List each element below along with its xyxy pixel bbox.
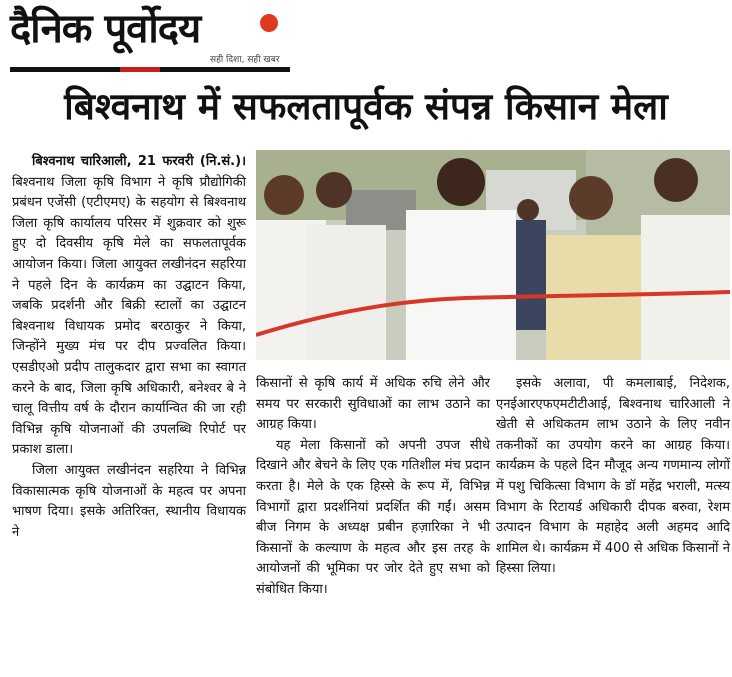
dateline: बिश्वनाथ चारिआली, 21 फरवरी (नि.सं.)। — [32, 154, 246, 169]
masthead — [10, 4, 310, 72]
article-column-3 — [496, 374, 730, 580]
masthead-rule — [10, 67, 290, 72]
paragraph-2: जिला आयुक्त लखीनंदन सहरिया ने विभिन्न विकासात्मक कृषि योजनाओं के महत्व पर अपना भाषण दिया। इसके अतिरिक्त, स्थानीय विधायक ने — [12, 462, 246, 540]
logo-sun-icon — [260, 14, 278, 32]
masthead-tagline: सही दिशा, सही खबर — [210, 55, 280, 65]
article-column-2 — [256, 374, 490, 601]
article-headline: बिश्वनाथ में सफलतापूर्वक संपन्न किसान मेला — [64, 84, 668, 128]
paragraph-5: इसके अलावा, पी कमलाबाई, निदेशक, एनईआरएफएमटीटीआई, बिश्वनाथ चारिआली ने खेती से अधिकतम लाभ उठाने के लिए नवीन तकनीकों का उपयोग करने का आग्रह किया। कार्यक्रम के पहले दिन मौजूद अन्य गणमान्य लोगों में पशु चिकित्सा विभाग के डॉ महेंद्र भराली, मत्स्य विभाग के रिटायर्ड अधिकारी दीपक बरुवा, रेशम उत्पादन विभाग के महाहेद अली अहमद आदि शामिल थे। कार्यक्रम में 400 से अधिक किसानों ने हिस्सा लिया। — [496, 376, 730, 577]
paragraph-4: यह मेला किसानों को अपनी उपज सीधे दिखाने और बेचने के लिए एक गतिशील मंच प्रदान करता है। मेले के एक हिस्से के रूप में, विभिन्न विभागों द्वारा प्रदर्शनियां प्रदर्शित की गईं। असम बीज निगम के अध्यक्ष प्रबीन हज़ारिका ने भी किसानों के कल्याण के महत्व और इस तरह के आयोजनों की भूमिका पर जोर देते हुए सभा को संबोधित किया। — [256, 437, 490, 597]
article-column-1 — [12, 152, 246, 543]
newspaper-logo: दैनिक पूर्वोदय — [10, 6, 201, 52]
paragraph-3: किसानों से कृषि कार्य में अधिक रुचि लेने और समय पर सरकारी सुविधाओं का लाभ उठाने का आग्रह किया। — [256, 376, 490, 433]
paragraph-1: बिश्वनाथ जिला कृषि विभाग ने कृषि प्रौद्योगिकी प्रबंधन एजेंसी (एटीएमए) के सहयोग से बिश्वनाथ जिला कृषि कार्यालय परिसर में शुक्रवार को शुरू हुए दो दिवसीय कृषि मेले का सफलतापूर्वक आयोजन किया। जिला आयुक्त लखीनंदन सहरिया ने पहले दिन के कार्यक्रम का उद्घाटन किया, जबकि प्रदर्शनी और बिक्री स्टालों का उद्घाटन बिश्वनाथ विधायक प्रमोद बरठाकुर ने किया, जिन्होंने मुख्य मंच पर दीप प्रज्वलित किया। एसडीएओ प्रदीप तालुकदार द्वारा सभा का स्वागत करने के बाद, जिला कृषि अधिकारी, बनेश्वर बे ने चालू वित्तीय वर्ष के दौरान कार्यान्वित की जा रही विभिन्न कृषि योजनाओं की उपलब्धि रिपोर्ट पर प्रकाश डाला। — [12, 174, 246, 458]
photo-illustration — [256, 150, 730, 360]
ribbon-cutting-photo — [256, 150, 730, 360]
